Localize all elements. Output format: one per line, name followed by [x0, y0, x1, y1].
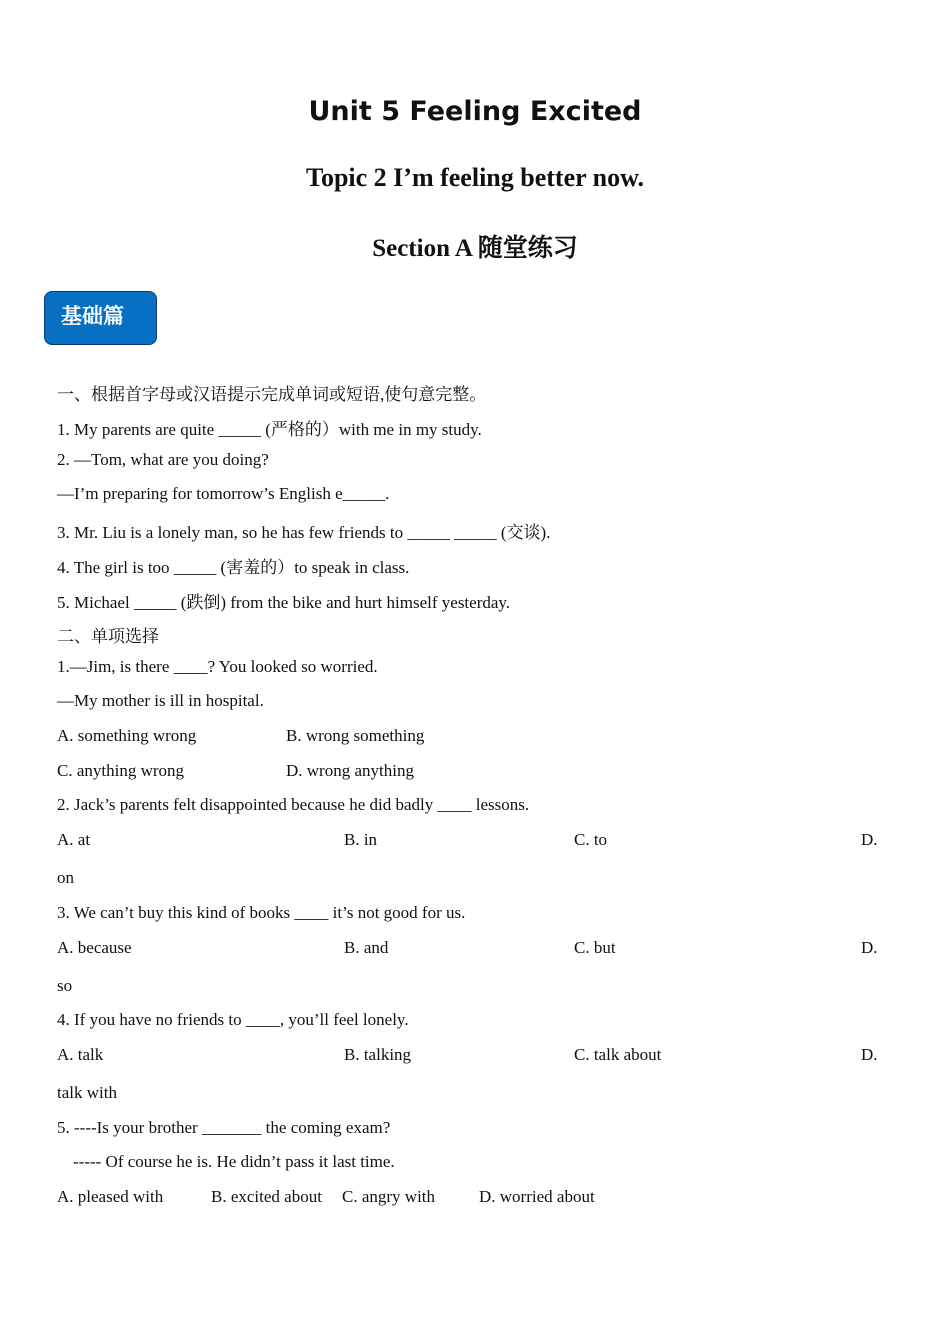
q4-option-c: C. talk about [574, 1045, 662, 1064]
q1-reply: —My mother is ill in hospital. [57, 691, 264, 710]
q2-option-b: B. in [344, 830, 378, 849]
q5-option-d: D. worried about [479, 1187, 595, 1206]
part1-item-5: 5. Michael _____ (跌倒) from the bike and hurt himself yesterday. [57, 593, 511, 612]
q1-option-a: A. something wrong [57, 726, 197, 745]
q2-option-a: A. at [57, 830, 91, 849]
q1-option-c: C. anything wrong [57, 761, 185, 780]
q2-option-d: D. [861, 830, 878, 849]
q4-option-b: B. talking [344, 1045, 412, 1064]
q3-option-b: B. and [344, 938, 389, 957]
q3-stem: 3. We can’t buy this kind of books ____ it’s not good for us. [57, 903, 466, 922]
q5-stem: 5. ----Is your brother _______ the coming exam? [57, 1118, 391, 1137]
unit-title: Unit 5 Feeling Excited [308, 96, 642, 127]
part2-heading: 二、单项选择 [57, 627, 159, 646]
q5-option-c: C. angry with [342, 1187, 436, 1206]
q2-option-d-text: on [57, 868, 74, 887]
part1-heading: 一、根据首字母或汉语提示完成单词或短语,使句意完整。 [57, 385, 487, 404]
q3-option-d: D. [861, 938, 878, 957]
part1-item-1: 1. My parents are quite _____ (严格的）with me in my study. [57, 420, 482, 439]
q2-option-c: C. to [574, 830, 608, 849]
q5-option-a: A. pleased with [57, 1187, 164, 1206]
q4-option-a: A. talk [57, 1045, 104, 1064]
q2-stem: 2. Jack’s parents felt disappointed because he did badly ____ lessons. [57, 795, 530, 814]
part1-item-3: 3. Mr. Liu is a lonely man, so he has few friends to _____ _____ (交谈). [57, 523, 551, 542]
q3-option-d-text: so [57, 976, 73, 995]
section-title: Section A 随堂练习 [372, 235, 578, 262]
part1-item-2-answer: —I’m preparing for tomorrow’s English e_____. [57, 484, 390, 503]
q4-stem: 4. If you have no friends to ____, you’ll feel lonely. [57, 1010, 409, 1029]
q5-option-b: B. excited about [211, 1187, 322, 1206]
q3-option-a: A. because [57, 938, 132, 957]
level-badge: 基础篇 [44, 291, 157, 345]
q1-stem: 1.—Jim, is there ____? You looked so worried. [57, 657, 378, 676]
q1-option-b: B. wrong something [286, 726, 425, 745]
topic-title: Topic 2 I’m feeling better now. [306, 163, 644, 192]
q4-option-d-text: talk with [57, 1083, 117, 1102]
part1-item-2: 2. —Tom, what are you doing? [57, 450, 269, 469]
q5-reply: ----- Of course he is. He didn’t pass it last time. [73, 1152, 395, 1171]
q3-option-c: C. but [574, 938, 616, 957]
part1-item-4: 4. The girl is too _____ (害羞的）to speak in class. [57, 558, 410, 577]
q4-option-d: D. [861, 1045, 878, 1064]
q1-option-d: D. wrong anything [286, 761, 414, 780]
